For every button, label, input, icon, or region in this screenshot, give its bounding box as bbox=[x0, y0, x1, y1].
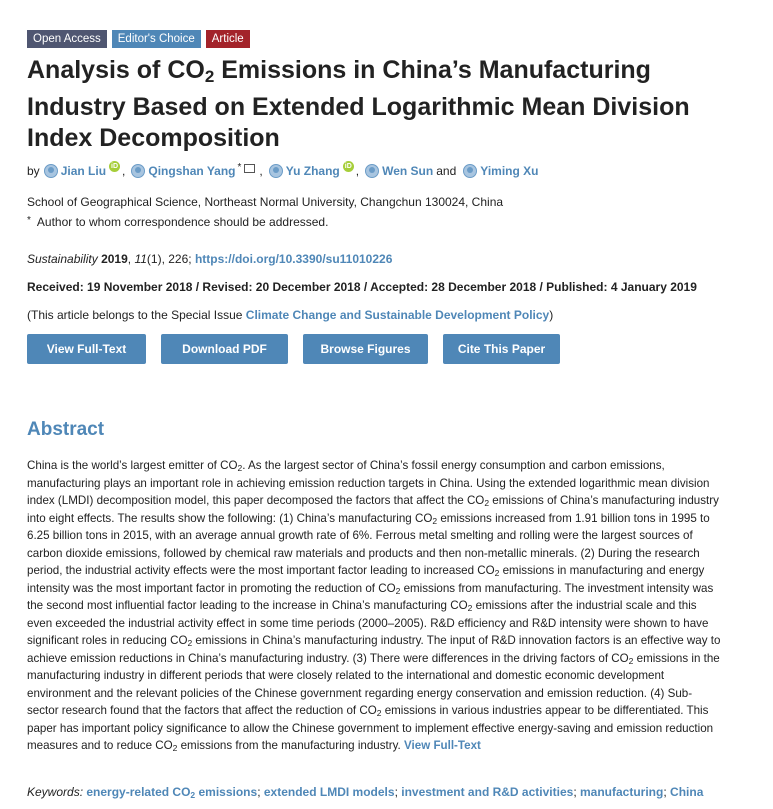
and-label: and bbox=[436, 164, 457, 178]
corresponding-mark: * bbox=[237, 161, 242, 173]
keyword-link[interactable]: manufacturing bbox=[580, 785, 664, 799]
orcid-icon[interactable]: iD bbox=[111, 162, 119, 170]
correspondence-note bbox=[27, 215, 328, 229]
citation-volume: 11 bbox=[134, 252, 147, 266]
open-access-badge[interactable]: Open Access bbox=[27, 30, 107, 48]
keyword-link[interactable]: energy-related $CO_2$ emissions bbox=[86, 785, 258, 800]
keyword-link[interactable]: extended LMDI models bbox=[263, 785, 395, 799]
affiliation: School of Geographical Science, Northeast Normal University, Changchun 130024, China bbox=[27, 195, 504, 209]
download-pdf-button[interactable]: Download PDF bbox=[161, 334, 288, 364]
keyword-link[interactable]: investment and R&D activities bbox=[401, 785, 574, 799]
author-name[interactable]: Wen Sun bbox=[382, 164, 434, 178]
view-full-text-link[interactable]: View Full-Text bbox=[404, 739, 481, 752]
profile-icon bbox=[463, 164, 477, 178]
author-qingshan-yang[interactable] bbox=[127, 161, 257, 178]
correspondence-text: Author to whom correspondence should be addressed. bbox=[36, 215, 329, 229]
browse-figures-button[interactable]: Browse Figures bbox=[303, 334, 428, 364]
author-jian-liu[interactable] bbox=[40, 164, 120, 178]
author-name[interactable]: Qingshan Yang bbox=[148, 164, 236, 178]
citation-issue: (1), 226; bbox=[146, 252, 192, 266]
author-name[interactable]: Yu Zhang bbox=[285, 164, 340, 178]
profile-icon bbox=[269, 164, 283, 178]
profile-icon bbox=[44, 164, 58, 178]
cite-this-paper-button[interactable]: Cite This Paper bbox=[443, 334, 560, 364]
special-issue-note bbox=[27, 308, 553, 322]
keywords-label: Keywords: bbox=[27, 785, 84, 799]
article-title bbox=[27, 55, 747, 154]
publication-dates: Received: 19 November 2018 / Revised: 20 December 2018 / Accepted: 28 December 2018 / Published: 4 January 2019 bbox=[27, 280, 697, 294]
author-list: by Jian Liu iD , Qingshan Yang * , Yu Zhang iD , Wen Sun and Yiming Xu bbox=[27, 161, 539, 178]
abstract-text: China is the world’s largest emitter of $CO_2$. As the largest sector of China’s fossil energy consumption and carbon emissions, manufacturing plays an important role in achieving emission reduction targets in China. Using the extended logarithmic mean division index (LMDI) decomposition model, this paper decomposed the factors that affect the $CO_2$ emissions of China’s manufacturing industry into eight effects. The results show the following: (1) China’s manufacturing $CO_2$ emissions increased from 1.91 billion tons in 1995 to 6.25 billion tons in 2015, with an average annual growth rate of 6%. Ferrous metal smelting and rolling were the largest sources of carbon dioxide emissions, followed by chemical raw materials and products and then non-metallic minerals. (2) During the research period, the industrial activity effects were the most important factor leading to increased $CO_2$ emissions in manufacturing and energy intensity was the most important factor in promoting the reduction of $CO_2$ emissions from manufacturing. The investment intensity was the second most influential factor leading to the increase in China’s manufacturing $CO_2$ emissions after the industrial scale and this even exceeded the industrial activity effect in some time periods (2000–2005). R&D efficiency and R&D intensity were shown to have significant roles in reducing $CO_2$ emissions in China’s manufacturing industry. The input of R&D innovation factors is an effective way to achieve emission reductions in China’s manufacturing industry. (3) There were differences in the driving factors of $CO_2$ emissions in the manufacturing industry in different periods that were closely related to the international and domestic economic development environment and the relevant policies of the Chinese government regarding energy conservation and emission reduction. (4) Sub-sector research found that the factors that affect the reduction of $CO_2$ emissions in various industries appear to be differentiated. This paper has important policy significance to allow the Chinese government to implement effective energy-saving and emission reduction measures and to reduce $CO_2$ emissions from the manufacturing industry. View Full-Text bbox=[27, 459, 721, 753]
keyword-link[interactable]: China bbox=[670, 785, 704, 799]
title-text-1: Analysis of CO bbox=[27, 56, 205, 84]
profile-icon bbox=[131, 164, 145, 178]
keywords-line: Keywords: energy-related $CO_2$ emissions; extended LMDI models; investment and R&D activities; manufacturing; China bbox=[27, 785, 704, 800]
profile-icon bbox=[365, 164, 379, 178]
title-text-2: Emissions in China’s Manufacturing Industry Based on Extended Logarithmic Mean Division Index Decomposition bbox=[27, 56, 690, 152]
author-yiming-xu[interactable] bbox=[459, 164, 538, 178]
special-issue-prefix: (This article belongs to the Special Issue bbox=[27, 308, 243, 322]
view-full-text-button[interactable]: View Full-Text bbox=[27, 334, 146, 364]
editors-choice-badge[interactable]: Editor's Choice bbox=[112, 30, 201, 48]
author-name[interactable]: Jian Liu bbox=[60, 164, 107, 178]
abstract-heading: Abstract bbox=[27, 419, 105, 440]
correspondence-mark: * bbox=[27, 215, 31, 226]
special-issue-suffix: ) bbox=[549, 308, 554, 322]
by-label: by bbox=[27, 164, 40, 178]
article-type-badge: Article bbox=[206, 30, 250, 48]
orcid-icon[interactable]: iD bbox=[344, 162, 352, 170]
title-subscript: 2 bbox=[204, 67, 215, 86]
journal-name: Sustainability bbox=[27, 252, 98, 266]
citation-line: Sustainability 2019, 11(1), 226; https://doi.org/10.3390/su11010226 bbox=[27, 252, 393, 266]
badge-bar bbox=[27, 30, 250, 48]
author-name[interactable]: Yiming Xu bbox=[480, 164, 539, 178]
citation-year: 2019 bbox=[101, 252, 128, 266]
author-yu-zhang[interactable] bbox=[265, 164, 354, 178]
author-wen-sun[interactable] bbox=[361, 164, 433, 178]
special-issue-link[interactable]: Climate Change and Sustainable Development Policy bbox=[245, 308, 550, 322]
mail-icon[interactable] bbox=[244, 164, 255, 173]
action-buttons bbox=[27, 334, 560, 364]
doi-link[interactable]: https://doi.org/10.3390/su11010226 bbox=[194, 252, 393, 266]
